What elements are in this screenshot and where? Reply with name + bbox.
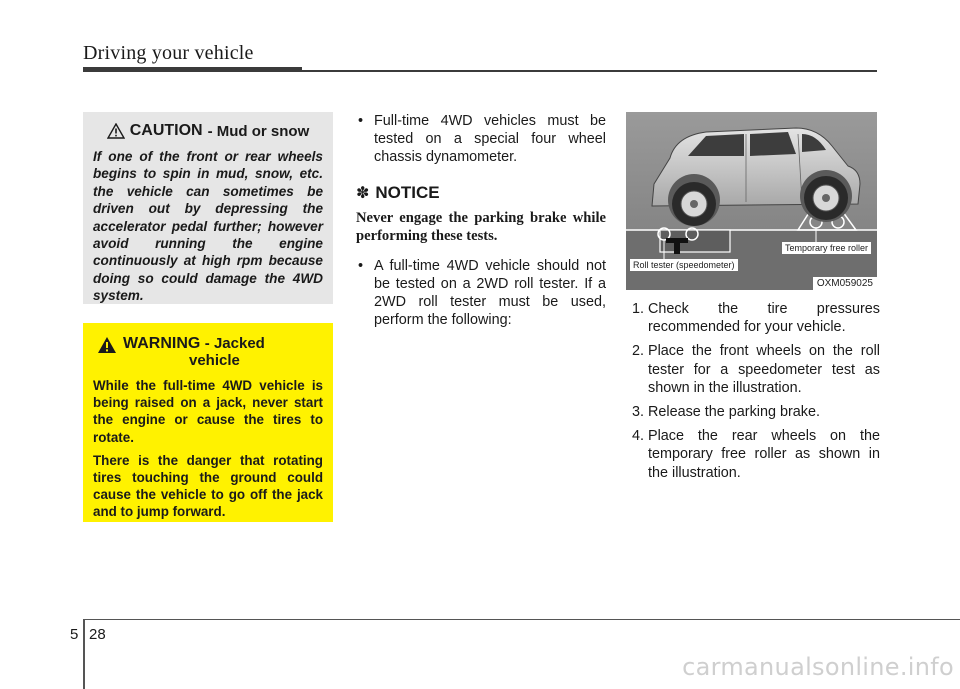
roll-tester-illustration: [626, 112, 877, 290]
step-item: [632, 403, 880, 421]
page-number: 28: [89, 626, 106, 643]
warning-triangle-icon: [97, 336, 117, 354]
header-rule-thin: [302, 70, 877, 72]
caution-box: [83, 112, 333, 304]
step-text: Place the front wheels on the roll tester for a speedometer test as shown in the illustration.: [648, 343, 880, 396]
step-number: 1.: [632, 301, 645, 317]
label-temporary-free-roller: Temporary free roller: [782, 242, 871, 254]
notice-body: Never engage the parking brake while performing these tests.: [356, 209, 606, 244]
warning-box: [83, 323, 333, 522]
page-header-title: Driving your vehicle: [83, 42, 254, 64]
caution-heading: [93, 122, 323, 140]
step-number: 4.: [632, 428, 645, 445]
warning-paragraph-1: While the full-time 4WD vehicle is being raised on a jack, never start the engine or cause the tires to rotate.: [93, 378, 323, 445]
notice-title: NOTICE: [375, 182, 440, 202]
warning-title: [123, 335, 265, 352]
step-item: [632, 427, 880, 482]
watermark: carmanualsonline.info: [682, 653, 954, 681]
bullet-dot: •: [358, 113, 364, 129]
chapter-number: 5: [70, 626, 79, 643]
label-roll-tester: Roll tester (speedometer): [630, 259, 738, 271]
bullet-item: [356, 257, 606, 330]
header-rule-thick: [83, 67, 302, 72]
caution-triangle-icon: [107, 123, 125, 139]
caution-subtitle: - Mud or snow: [207, 122, 310, 140]
bullet-text: A full-time 4WD vehicle should not be tested on a 2WD roll tester. If a 2WD roll tester must be used, perform the following:: [374, 257, 606, 329]
vehicle-window: [750, 132, 796, 156]
procedure-steps: [632, 300, 880, 488]
warning-subtitle-2: vehicle: [189, 352, 240, 369]
illustration-code: OXM059025: [813, 277, 877, 290]
notice-star-icon: ✽: [356, 184, 370, 202]
notice-heading: [356, 183, 606, 203]
warning-subtitle-1: - Jacked: [204, 335, 265, 352]
bullet-item: [356, 112, 606, 167]
caution-body: If one of the front or rear wheels begins to spin in mud, snow, etc. the vehicle can sometimes be driven out by depressing the accelerator pedal further; however avoid running the engine continuously at high rpm because doing so could damage the 4WD system.: [93, 149, 323, 304]
step-text: Release the parking brake.: [648, 404, 820, 421]
footer-rule: [83, 619, 960, 620]
step-number: 2.: [632, 343, 645, 360]
step-item: [632, 300, 880, 336]
warning-paragraph-2: There is the danger that rotating tires touching the ground could cause the vehicle to go off the jack and to jump forward.: [93, 452, 323, 520]
middle-column: [356, 112, 606, 329]
warning-label: WARNING: [123, 335, 201, 352]
bullet-dot: •: [358, 257, 364, 274]
caution-label: CAUTION: [129, 122, 203, 139]
step-number: 3.: [632, 404, 645, 421]
bullet-text: Full-time 4WD vehicles must be tested on a special four wheel chassis dynamometer.: [374, 113, 606, 166]
footer-divider: [83, 619, 85, 689]
step-text: Check the tire pressures recommended for your vehicle.: [648, 301, 880, 336]
step-item: [632, 342, 880, 397]
step-text: Place the rear wheels on the temporary free roller as shown in the illustration.: [648, 428, 880, 481]
